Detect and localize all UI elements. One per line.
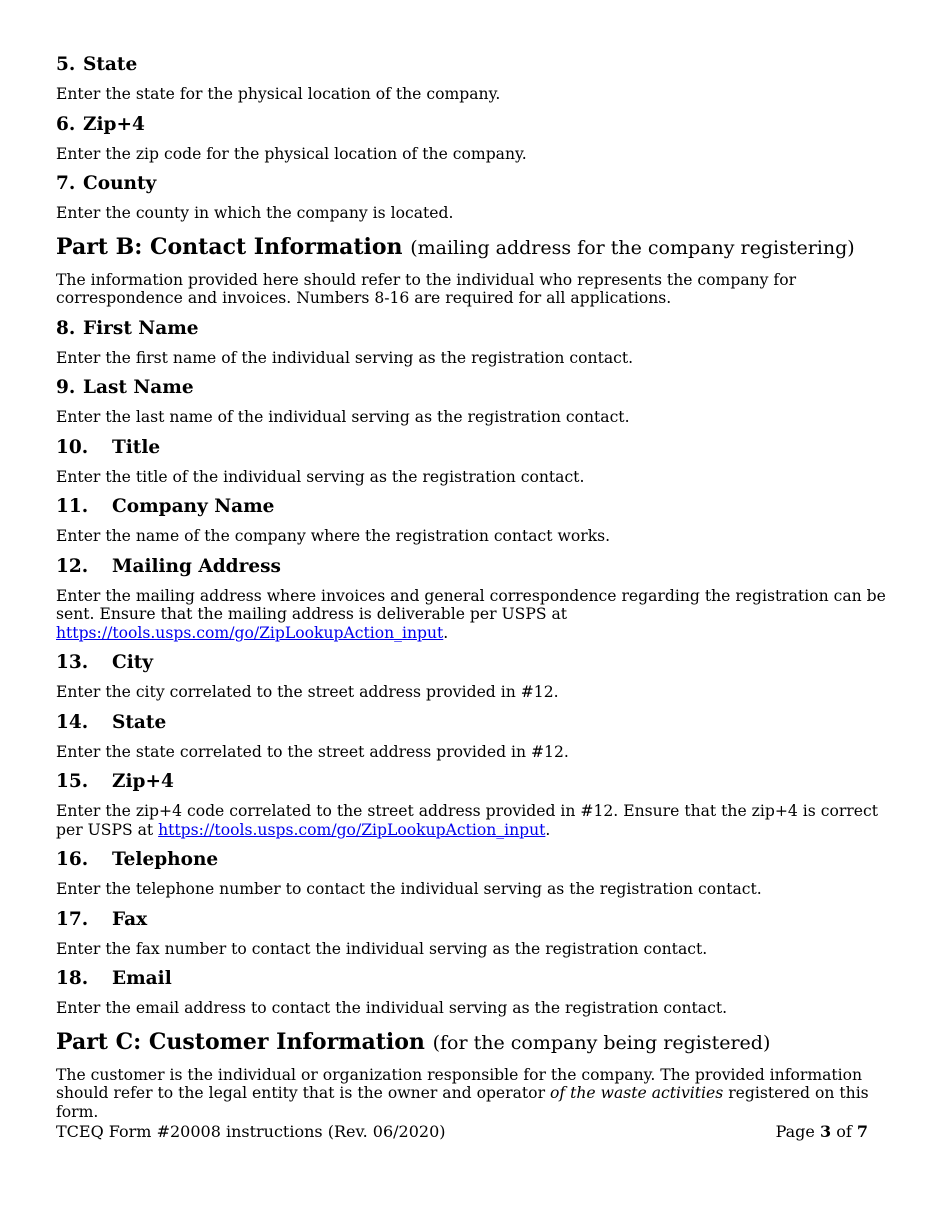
item-desc-8: Enter the first name of the individual serving as the registration contact. bbox=[56, 348, 634, 367]
item-heading-5: 5. State bbox=[56, 54, 138, 75]
item-heading-16: 16. Telephone bbox=[56, 849, 219, 870]
item-heading-18: 18. Email bbox=[56, 968, 172, 989]
item-heading-17: 17. Fax bbox=[56, 908, 148, 930]
page-content bbox=[56, 52, 906, 1129]
item-desc-6: Enter the zip code for the physical location of the company. bbox=[56, 144, 527, 163]
item-heading-13: 13. City bbox=[56, 652, 154, 673]
part-b-subtitle: (mailing address for the company registering) bbox=[410, 236, 855, 259]
item-heading-8: 8. First Name bbox=[56, 317, 199, 339]
usps-link[interactable]: https://tools.usps.com/go/ZipLookupAction_input bbox=[158, 820, 546, 839]
item-desc-16: Enter the telephone number to contact the individual serving as the registration contact. bbox=[56, 880, 762, 898]
part-c-intro: The customer is the individual or organization responsible for the company. The provided information should refer to the legal entity that is the owner and operator of the waste activities registered on this form. bbox=[56, 1065, 869, 1121]
item-heading-15: 15. Zip+4 bbox=[56, 771, 174, 792]
item-heading-10: 10. Title bbox=[56, 436, 161, 458]
item-heading-6: 6. Zip+4 bbox=[56, 113, 145, 135]
item-desc-11: Enter the name of the company where the registration contact works. bbox=[56, 527, 611, 545]
item-heading-7: 7. County bbox=[56, 173, 157, 194]
item-desc-13: Enter the city correlated to the street address provided in #12. bbox=[56, 683, 559, 701]
item-desc-14: Enter the state correlated to the street address provided in #12. bbox=[56, 742, 569, 761]
part-b-heading: Part B: Contact Information (mailing address for the company registering) bbox=[56, 233, 855, 260]
item-heading-12: 12. Mailing Address bbox=[56, 555, 281, 577]
item-desc-15: Enter the zip+4 code correlated to the street address provided in #12. Ensure that the zip+4 is correct per USPS at https://tools.usps.com/go/ZipLookupAction_input. bbox=[56, 802, 878, 839]
item-heading-9: 9. Last Name bbox=[56, 377, 194, 398]
item-desc-12: Enter the mailing address where invoices and general correspondence regarding the registration can be sent. Ensure that the mailing address is deliverable per USPS at https://tools.usps.com/go/ZipLookupAction_input. bbox=[56, 586, 886, 642]
part-c-heading: Part C: Customer Information (for the company being registered) bbox=[56, 1028, 771, 1055]
item-desc-9: Enter the last name of the individual serving as the registration contact. bbox=[56, 408, 630, 426]
page-number: Page 3 of 7 bbox=[775, 1122, 868, 1141]
part-c-subtitle: (for the company being registered) bbox=[432, 1031, 771, 1054]
item-heading-14: 14. State bbox=[56, 711, 167, 733]
item-desc-17: Enter the fax number to contact the individual serving as the registration contact. bbox=[56, 939, 708, 958]
item-desc-7: Enter the county in which the company is located. bbox=[56, 204, 454, 222]
item-desc-10: Enter the title of the individual serving as the registration contact. bbox=[56, 467, 585, 486]
part-b-intro: The information provided here should refer to the individual who represents the company for correspondence and invoices. Numbers 8-16 are required for all applications. bbox=[56, 270, 797, 307]
item-desc-5: Enter the state for the physical location of the company. bbox=[56, 85, 501, 103]
usps-link[interactable]: https://tools.usps.com/go/ZipLookupAction_input bbox=[56, 623, 444, 642]
form-label: TCEQ Form #20008 instructions (Rev. 06/2020) bbox=[56, 1122, 446, 1141]
page-footer bbox=[56, 1122, 868, 1141]
item-heading-11: 11. Company Name bbox=[56, 496, 275, 517]
item-desc-18: Enter the email address to contact the individual serving as the registration contact. bbox=[56, 999, 728, 1017]
